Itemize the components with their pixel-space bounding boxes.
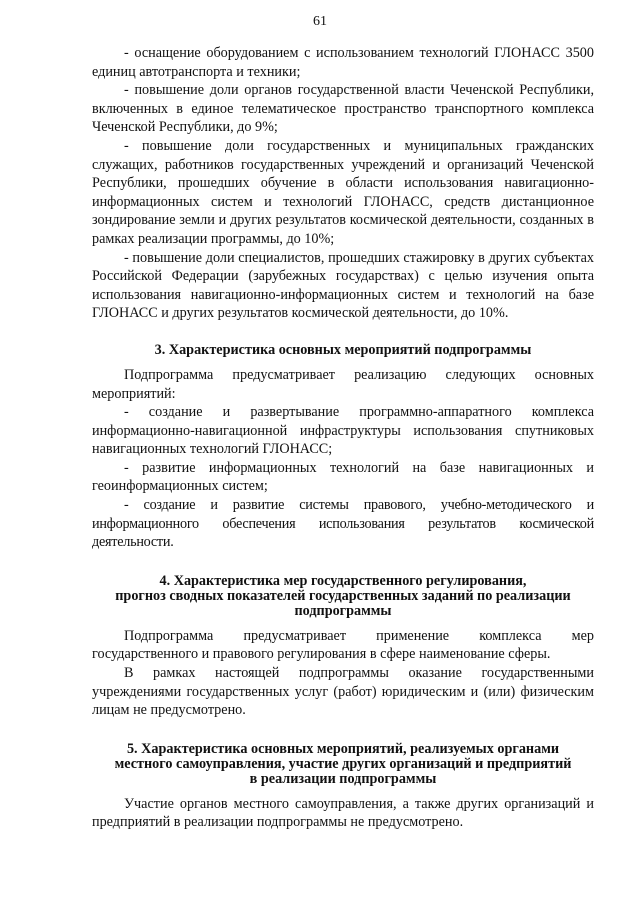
bullet-paragraph: - оснащение оборудованием с использованием технологий ГЛОНАСС 3500 единиц автотранспорта и техники; xyxy=(92,45,594,80)
bullet-paragraph: - повышение доли государственных и муниципальных гражданских служащих, работников государственных учреждений и организаций Чеченской Республики, прошедших обучение в области использования навигационно-информационных систем и технологий ГЛОНАСС, средств дистанционное зондирование земли и других результатов космической деятельности, созданных в рамках реализации программы, до 10%; xyxy=(92,137,594,247)
section-3-intro: Подпрограмма предусматривает реализацию следующих основных мероприятий: xyxy=(92,366,594,402)
section-5-heading-line: местного самоуправления, участие других организаций и предприятий xyxy=(114,755,572,772)
section-4-heading-line: прогноз сводных показателей государственных заданий по реализации xyxy=(115,587,571,604)
section-4-paragraph: Подпрограмма предусматривает применение комплекса мер государственного и правового регулирования в сфере наименование сферы. xyxy=(92,627,594,663)
section-4-paragraph: В рамках настоящей подпрограммы оказание государственными учреждениями государственных услуг (работ) юридическим и (или) физическим лицам не предусмотрено. xyxy=(92,665,594,719)
section-5-paragraph: Участие органов местного самоуправления, а также других организаций и предприятий в реализации подпрограммы не предусмотрено. xyxy=(92,795,594,831)
section-4-heading-line: 4. Характеристика мер государственного регулирования, xyxy=(159,572,527,589)
section-4-heading-line: подпрограммы xyxy=(294,602,392,619)
page-number: 61 xyxy=(313,14,327,29)
bullet-paragraph: - повышение доли органов государственной власти Чеченской Республики, включенных в единое телематическое пространство транспортного комплекса Чеченской Республики, до 9%; xyxy=(92,82,594,136)
document-body xyxy=(92,44,594,832)
section-5-heading-line: 5. Характеристика основных мероприятий, реализуемых органами xyxy=(126,740,560,757)
section-5-heading xyxy=(92,742,594,787)
section-4-heading xyxy=(92,574,594,619)
section-3-item: - создание и развитие системы правового, учебно-методического и информационного обеспечения использования результатов космической деятельности. xyxy=(92,497,594,551)
section-5-heading-line: в реализации подпрограммы xyxy=(249,770,437,787)
bullet-paragraph: - повышение доли специалистов, прошедших стажировку в других субъектах Российской Федерации (зарубежных государствах) с целью изучения опыта использования навигационно-информационных систем и технологий на базе ГЛОНАСС и других результатов космической деятельности, до 10%. xyxy=(92,249,594,322)
section-3-item: - создание и развертывание программно-аппаратного комплекса информационно-навигационной инфраструктуры использования спутниковых навигационных технологий ГЛОНАСС; xyxy=(92,404,594,458)
section-3-item: - развитие информационных технологий на базе навигационных и геоинформационных систем; xyxy=(92,459,594,495)
section-3-heading: 3. Характеристика основных мероприятий подпрограммы xyxy=(154,341,532,358)
